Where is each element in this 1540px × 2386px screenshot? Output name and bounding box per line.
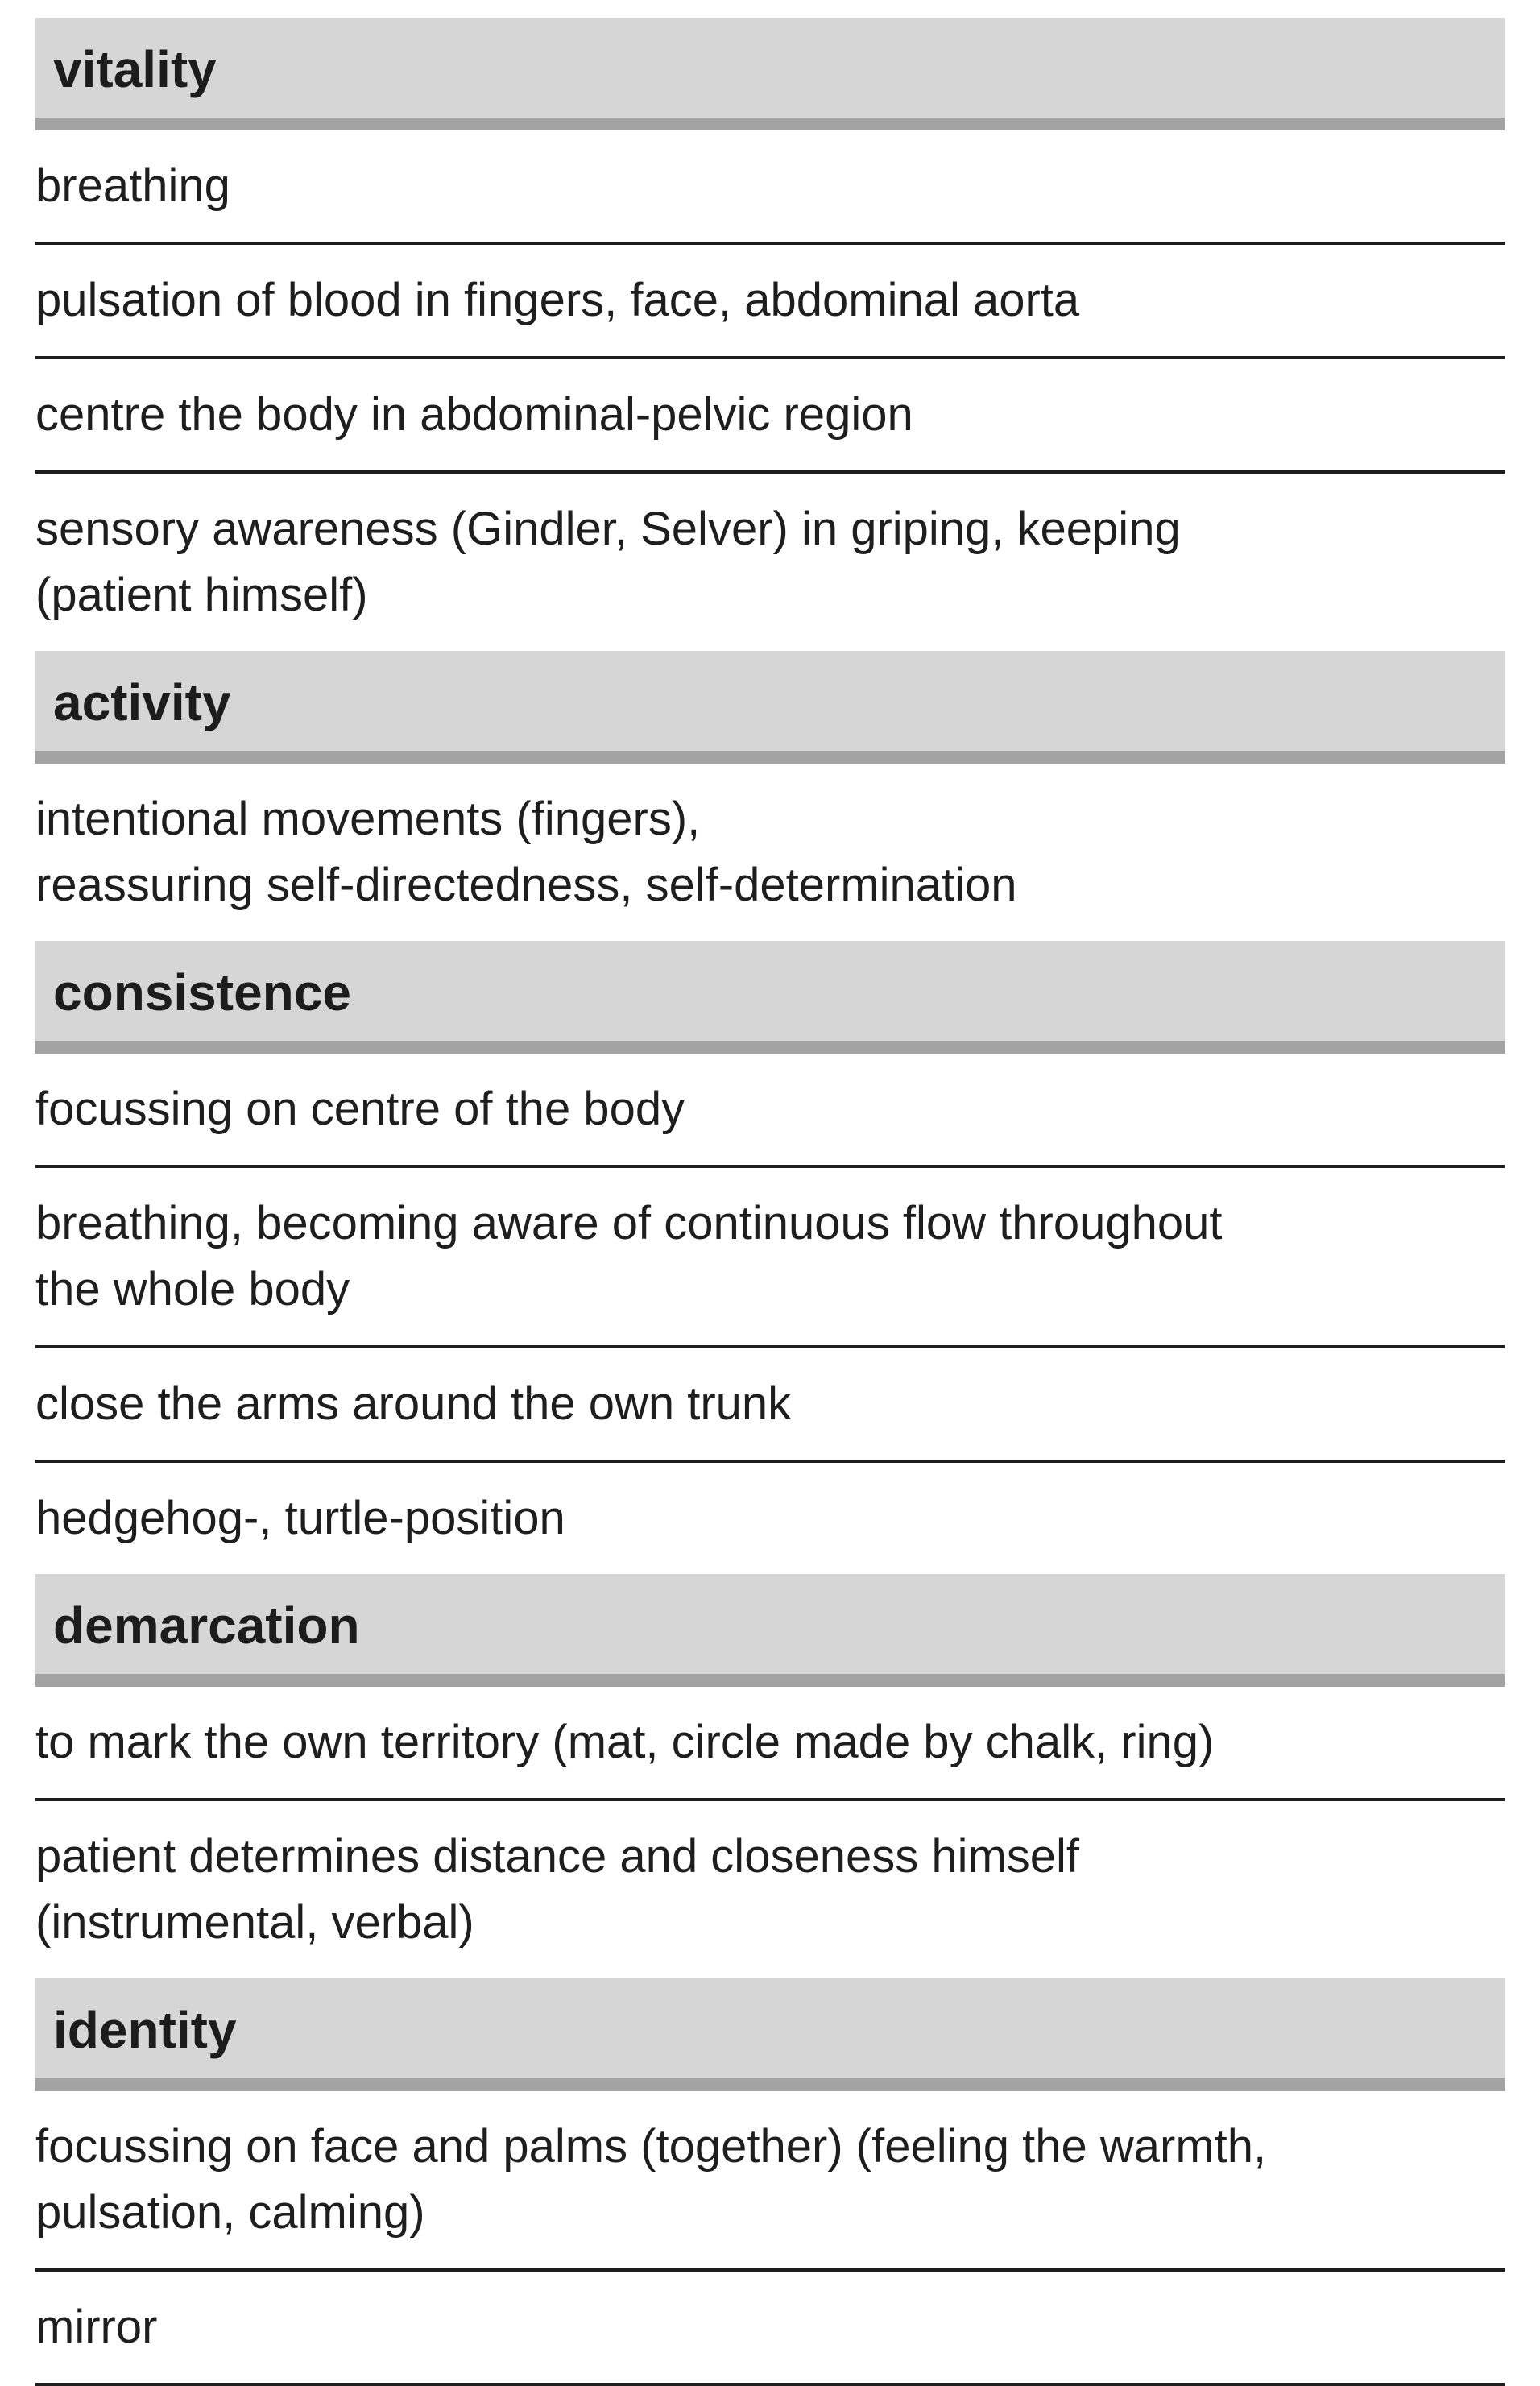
table-row <box>35 1348 1505 1463</box>
table-row <box>35 474 1505 651</box>
section-header-activity: activity <box>35 651 1505 764</box>
row-text: the whole body <box>35 1263 350 1315</box>
row-text: patient determines distance and closeness himself <box>35 1830 1080 1883</box>
section-header-consistence: consistence <box>35 941 1505 1054</box>
row-text: intentional movements (fingers), <box>35 793 701 845</box>
section-header-vitality: vitality <box>35 18 1505 130</box>
table-row <box>35 1168 1505 1348</box>
row-text: pulsation of blood in fingers, face, abdominal aorta <box>35 274 1080 326</box>
table-row <box>35 245 1505 359</box>
row-text: focussing on face and palms (together) (feeling the warmth, <box>35 2120 1267 2173</box>
table-row <box>35 1687 1505 1801</box>
table-row <box>35 1463 1505 1574</box>
table-row <box>35 2091 1505 2272</box>
table-row <box>35 359 1505 474</box>
row-text: to mark the own territory (mat, circle made by chalk, ring) <box>35 1716 1215 1768</box>
section-header-identity: identity <box>35 1978 1505 2091</box>
row-text: focussing on centre of the body <box>35 1083 685 1135</box>
row-text: mirror <box>35 2301 158 2353</box>
table-row <box>35 2272 1505 2386</box>
table-row <box>35 130 1505 245</box>
row-text: sensory awareness (Gindler, Selver) in griping, keeping <box>35 503 1181 555</box>
table-row <box>35 764 1505 941</box>
table-row <box>35 1054 1505 1168</box>
row-text: (patient himself) <box>35 569 368 621</box>
table <box>35 18 1505 2386</box>
row-text: breathing, becoming aware of continuous flow throughout <box>35 1197 1223 1249</box>
table-row <box>35 1801 1505 1978</box>
row-text: close the arms around the own trunk <box>35 1377 792 1430</box>
section-header-demarcation: demarcation <box>35 1574 1505 1687</box>
row-text: centre the body in abdominal-pelvic region <box>35 388 913 441</box>
row-text: (instrumental, verbal) <box>35 1896 474 1949</box>
row-text: breathing <box>35 159 230 212</box>
row-text: hedgehog-, turtle-position <box>35 1492 565 1544</box>
row-text: reassuring self-directedness, self-determination <box>35 859 1017 911</box>
row-text: pulsation, calming) <box>35 2186 425 2239</box>
